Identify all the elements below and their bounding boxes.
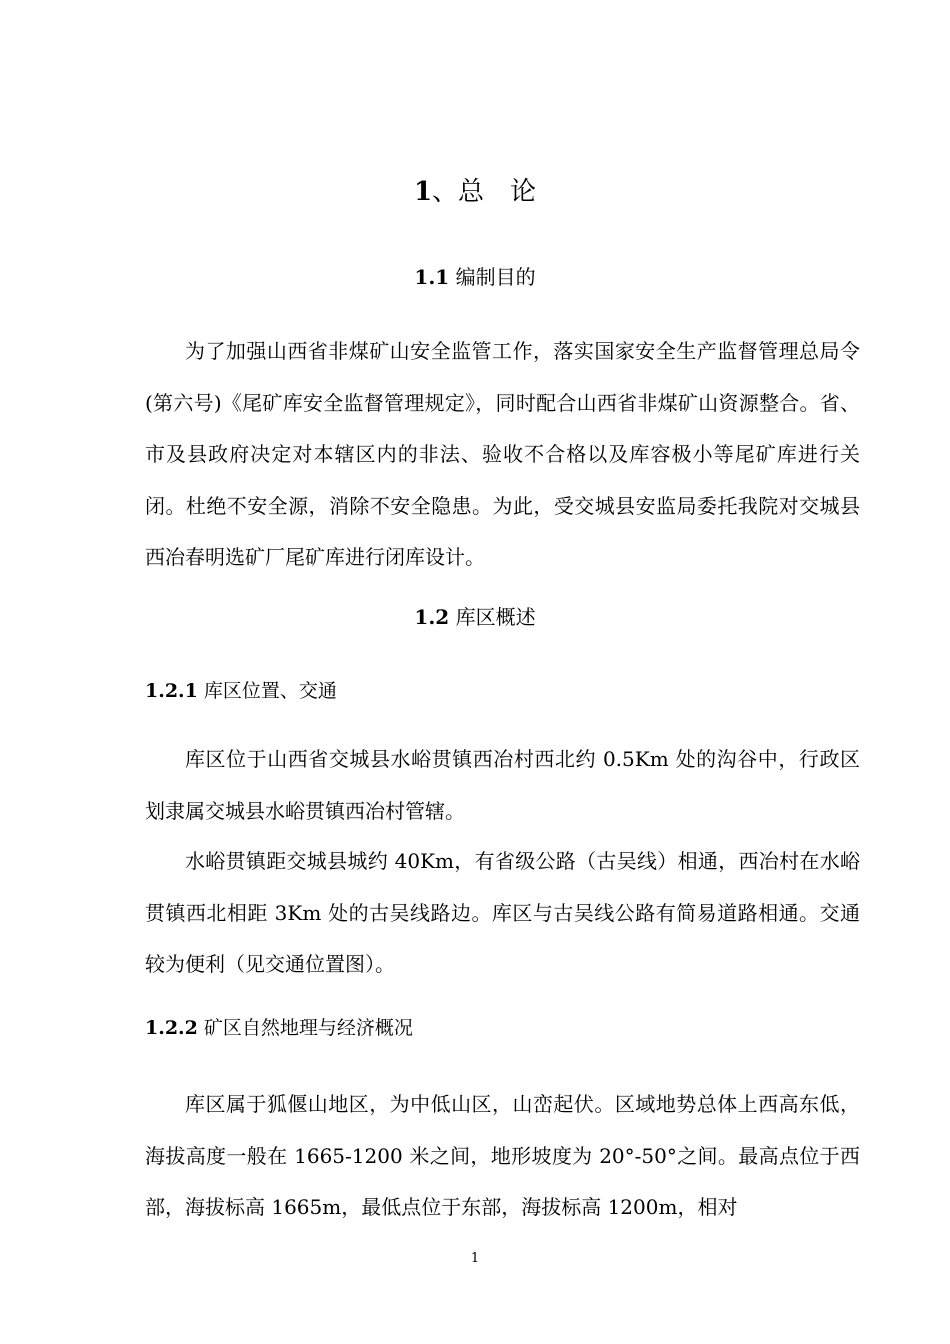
- subsection-number: 1.2.2: [145, 1017, 198, 1039]
- section-title-text: 编制目的: [449, 265, 536, 289]
- chapter-title: [0, 170, 950, 214]
- paragraph-transport: 水峪贯镇距交城县城约 40Km，有省级公路（古吴线）相通，西冶村在水峪贯镇西北相距 3Km 处的古吴线路边。库区与古吴线公路有简易道路相通。交通较为便利（见交通位置图）。: [145, 849, 860, 976]
- paragraph-location: 库区位于山西省交城县水峪贯镇西冶村西北约 0.5Km 处的沟谷中，行政区划隶属交城县水峪贯镇西冶村管辖。: [145, 747, 860, 823]
- paragraph-purpose: 为了加强山西省非煤矿山安全监管工作，落实国家安全生产监督管理总局令(第六号)《尾矿库安全监督管理规定》，同时配合山西省非煤矿山资源整合。省、市及县政府决定对本辖区内的非法、验收不合格以及库容极小等尾矿库进行关闭。杜绝不安全源，消除不安全隐患。为此，受交城县安监局委托我院对交城县西冶春明选矿厂尾矿库进行闭库设计。: [145, 339, 860, 569]
- subsection-title-1-2-1: [145, 675, 337, 707]
- paragraph-geography: 库区属于狐偃山地区，为中低山区，山峦起伏。区域地势总体上西高东低，海拔高度一般在 1665-1200 米之间，地形坡度为 20°-50°之间。最高点位于西部，海拔标高 1665m，最低点位于东部，海拔标高 1200m，相对: [145, 1092, 860, 1219]
- subsection-title-1-2-2: [145, 1012, 413, 1044]
- subsection-number: 1.2.1: [145, 680, 198, 702]
- section-number: 1.1: [414, 265, 450, 289]
- section-number: 1.2: [414, 605, 450, 629]
- subsection-title-text: 矿区自然地理与经济概况: [197, 1017, 413, 1039]
- subsection-title-text: 库区位置、交通: [197, 680, 337, 702]
- section-title-text: 库区概述: [449, 605, 536, 629]
- section-title-1-2: [0, 601, 950, 633]
- chapter-title-text: 、总 论: [432, 177, 537, 207]
- section-title-1-1: [0, 261, 950, 293]
- chapter-number: 1: [413, 177, 433, 207]
- page-number: 1: [470, 1251, 480, 1266]
